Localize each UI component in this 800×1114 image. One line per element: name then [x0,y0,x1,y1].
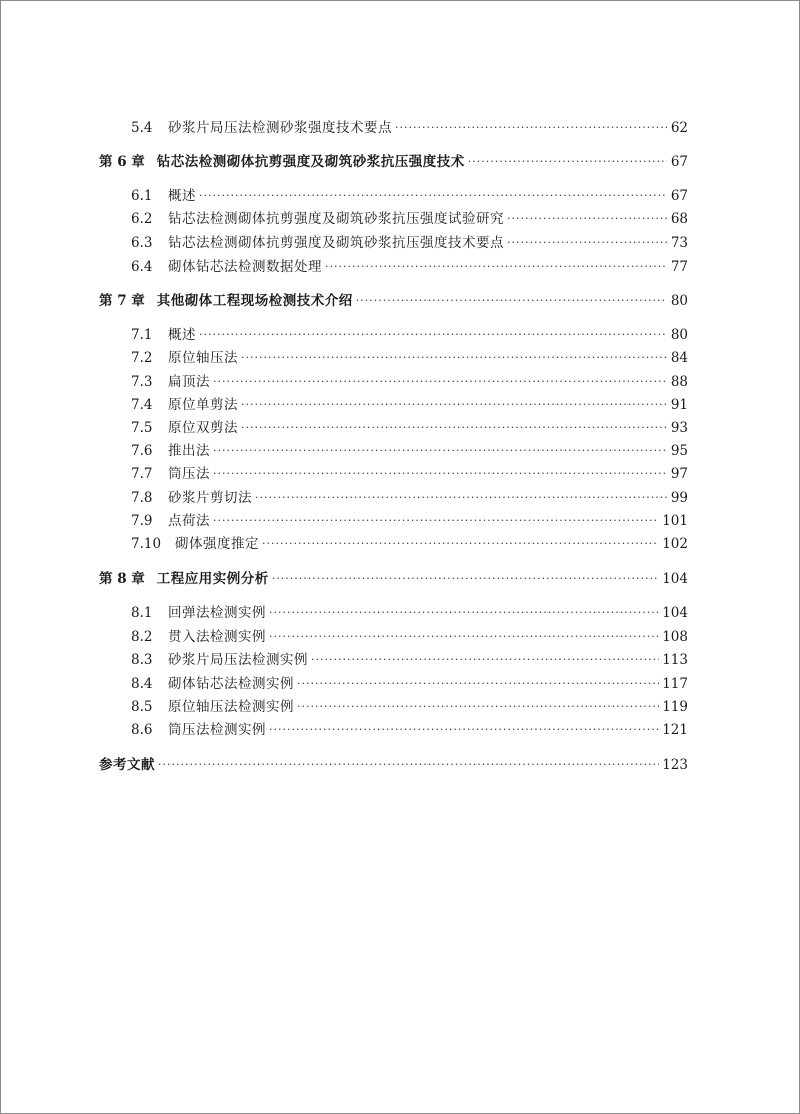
toc-entry-page-number: 77 [670,259,688,275]
toc-section-entry[interactable] [131,324,688,346]
dot-leader [297,696,659,718]
dot-leader [395,117,667,139]
toc-section-entry[interactable] [131,117,688,139]
dot-leader [241,394,667,416]
toc-entry-number: 7.7 [131,466,153,482]
toc-entry-title: 工程应用实例分析 [156,571,269,587]
dot-leader [213,440,667,462]
toc-section-entry[interactable] [131,487,688,509]
toc-entry-number: 第 7 章 [99,293,145,309]
dot-leader [507,208,667,230]
toc-entry-title: 参考文献 [99,757,155,773]
toc-entry-page-number: 80 [670,293,688,309]
toc-chapter-entry[interactable] [99,151,688,173]
toc-entry-page-number: 91 [670,397,688,413]
toc-chapter-entry[interactable] [99,568,688,590]
dot-leader [262,533,659,555]
dot-leader [311,649,659,671]
toc-entry-page-number: 95 [670,443,688,459]
toc-section-entry[interactable] [131,417,688,439]
toc-entry-page-number: 62 [670,120,688,136]
toc-entry-title: 砂浆片局压法检测砂浆强度技术要点 [168,120,392,136]
toc-entry-page-number: 101 [662,513,688,529]
toc-section-entry[interactable] [131,533,688,555]
dot-leader [241,347,667,369]
toc-entry-page-number: 117 [662,676,688,692]
dot-leader [213,463,667,485]
toc-entry-page-number: 97 [670,466,688,482]
toc-section-entry[interactable] [131,626,688,648]
toc-section-entry[interactable] [131,371,688,393]
toc-entry-number: 第 6 章 [99,154,145,170]
toc-entry-title: 原位单剪法 [168,397,238,413]
dot-leader [199,185,667,207]
toc-section-entry[interactable] [131,394,688,416]
dot-leader [272,568,659,590]
toc-entry-title: 钻芯法检测砌体抗剪强度及砌筑砂浆抗压强度技术要点 [168,235,504,251]
toc-entry-page-number: 102 [662,536,688,552]
toc-entry-page-number: 93 [670,420,688,436]
toc-entry-page-number: 67 [670,154,688,170]
toc-section-entry[interactable] [131,208,688,230]
toc-entry-number: 7.3 [131,374,153,390]
toc-entry-page-number: 119 [662,699,688,715]
toc-entry-page-number: 113 [662,652,688,668]
toc-entry-page-number: 84 [670,350,688,366]
toc-entry-title: 原位轴压法 [168,350,238,366]
toc-section-entry[interactable] [131,673,688,695]
dot-leader [325,256,667,278]
toc-section-entry[interactable] [131,440,688,462]
dot-leader [199,324,667,346]
toc-entry-page-number: 104 [662,571,688,587]
toc-entry-page-number: 68 [670,211,688,227]
toc-section-entry[interactable] [131,232,688,254]
toc-entry-title: 概述 [168,188,196,204]
toc-entry-page-number: 88 [670,374,688,390]
toc-entry-number: 5.4 [131,120,153,136]
toc-section-entry[interactable] [131,649,688,671]
toc-section-entry[interactable] [131,602,688,624]
toc-entry-number: 6.1 [131,188,153,204]
dot-leader [269,626,659,648]
toc-entry-title: 原位双剪法 [168,420,238,436]
toc-section-entry[interactable] [131,463,688,485]
toc-section-entry[interactable] [131,696,688,718]
toc-entry-number: 7.4 [131,397,153,413]
dot-leader [297,673,659,695]
toc-entry-page-number: 67 [670,188,688,204]
toc-entry-page-number: 99 [670,490,688,506]
toc-entry-page-number: 123 [662,757,688,773]
dot-leader [269,719,659,741]
toc-entry-number: 7.2 [131,350,153,366]
toc-entry-number: 8.6 [131,722,153,738]
toc-entry-title: 钻芯法检测砌体抗剪强度及砌筑砂浆抗压强度试验研究 [168,211,504,227]
toc-entry-page-number: 73 [670,235,688,251]
toc-entry-number: 7.8 [131,490,153,506]
toc-entry-title: 概述 [168,327,196,343]
toc-entry-title: 回弹法检测实例 [168,605,266,621]
toc-entry-number: 第 8 章 [99,571,145,587]
toc-entry-title: 筒压法检测实例 [168,722,266,738]
toc-entry-title: 砌体强度推定 [175,536,259,552]
toc-entry-number: 8.3 [131,652,153,668]
dot-leader [158,754,659,776]
toc-entry-number: 6.3 [131,235,153,251]
toc-entry-title: 扁顶法 [168,374,210,390]
dot-leader [269,602,659,624]
toc-chapter-entry[interactable] [99,754,688,776]
toc-entry-number: 7.1 [131,327,153,343]
toc-entry-number: 6.4 [131,259,153,275]
toc-entry-number: 8.4 [131,676,153,692]
dot-leader [213,371,667,393]
toc-entry-title: 贯入法检测实例 [168,629,266,645]
toc-entry-number: 8.1 [131,605,153,621]
toc-entry-page-number: 108 [662,629,688,645]
toc-entry-title: 砂浆片剪切法 [168,490,252,506]
toc-entry-title: 筒压法 [168,466,210,482]
toc-entry-title: 砌体钻芯法检测数据处理 [168,259,322,275]
toc-entry-number: 7.5 [131,420,153,436]
toc-entry-title: 点荷法 [168,513,210,529]
toc-entry-title: 推出法 [168,443,210,459]
toc-entry-page-number: 80 [670,327,688,343]
dot-leader [356,290,667,312]
toc-entry-number: 8.5 [131,699,153,715]
toc-entry-page-number: 104 [662,605,688,621]
dot-leader [241,417,667,439]
toc-entry-number: 7.6 [131,443,153,459]
toc-entry-number: 7.9 [131,513,153,529]
toc-section-entry[interactable] [131,185,688,207]
toc-section-entry[interactable] [131,719,688,741]
toc-section-entry[interactable] [131,510,688,532]
toc-section-entry[interactable] [131,347,688,369]
dot-leader [213,510,659,532]
toc-entry-page-number: 121 [662,722,688,738]
toc-chapter-entry[interactable] [99,290,688,312]
toc-entry-title: 原位轴压法检测实例 [168,699,294,715]
toc-entry-number: 7.10 [131,536,162,552]
toc-entry-title: 其他砌体工程现场检测技术介绍 [156,293,353,309]
toc-entry-title: 砌体钻芯法检测实例 [168,676,294,692]
dot-leader [468,151,667,173]
dot-leader [255,487,667,509]
toc-entry-title: 砂浆片局压法检测实例 [168,652,308,668]
dot-leader [507,232,667,254]
toc-entry-title: 钻芯法检测砌体抗剪强度及砌筑砂浆抗压强度技术 [156,154,465,170]
toc-entry-number: 8.2 [131,629,153,645]
toc-section-entry[interactable] [131,256,688,278]
toc-entry-number: 6.2 [131,211,153,227]
